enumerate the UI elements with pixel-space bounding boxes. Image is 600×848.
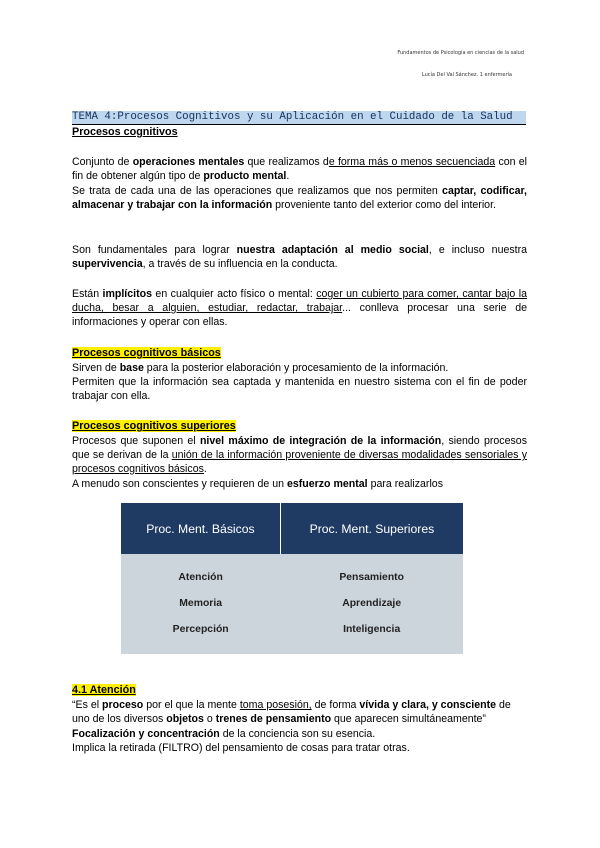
paragraph-base: Sirven de base para la posterior elaboración y procesamiento de la información.	[72, 362, 449, 374]
header-author: Lucía Del Val Sánchez. 1 enfermería	[421, 72, 512, 78]
heading-procesos-cognitivos: Procesos cognitivos	[72, 126, 178, 138]
table-col-superiores	[280, 554, 463, 654]
table-cell: Memoria	[179, 598, 223, 609]
header-course: Fundamentos de Psicología en ciencias de la salud	[397, 50, 524, 56]
paragraph-conjunto: Conjunto de operaciones mentales que realizamos de forma más o menos secuenciada con el fin de obtener algún tipo de producto mental.	[72, 156, 528, 182]
paragraph-operaciones: Se trata de cada una de las operaciones que realizamos que nos permiten captar, codificar, almacenar y trabajar con la información proveniente tanto del exterior como del interior.	[72, 185, 527, 211]
page-title: TEMA 4:Procesos Cognitivos y su Aplicación en el Cuidado de la Salud	[72, 111, 526, 125]
table-cell: Inteligencia	[343, 624, 401, 635]
table-header-superiores: Proc. Ment. Superiores	[280, 503, 463, 554]
paragraph-implicitos: Están implícitos en cualquier acto físico o mental: coger un cubierto para comer, cantar bajo la ducha, besar a alguien, estudiar, redactar, trabajar... conlleva procesar una serie de informaciones y operar con ellas.	[72, 288, 527, 328]
table-header-basicos: Proc. Ment. Básicos	[121, 503, 280, 554]
paragraph-permiten: Permiten que la información sea captada y mantenida en nuestro sistema con el fin de poder trabajar con ella.	[72, 376, 527, 402]
heading-procesos-basicos: Procesos cognitivos básicos	[72, 347, 221, 359]
paragraph-filtro: Implica la retirada (FILTRO) del pensamiento de cosas para tratar otras.	[72, 742, 410, 754]
paragraph-definicion-atencion: “Es el proceso por el que la mente toma posesión, de forma vívida y clara, y consciente de uno de los diversos objetos o trenes de pensamiento que aparecen simultáneamente”	[72, 699, 511, 725]
paragraph-fundamentales: Son fundamentales para lograr nuestra adaptación al medio social, e incluso nuestra supervivencia, a través de su influencia en la conducta.	[72, 244, 528, 270]
paragraph-esfuerzo: A menudo son conscientes y requieren de un esfuerzo mental para realizarlos	[72, 478, 443, 490]
paragraph-focalizacion: Focalización y concentración de la conciencia son su esencia.	[72, 728, 376, 740]
table-col-basicos	[121, 554, 280, 654]
table-cell: Atención	[178, 572, 223, 583]
heading-procesos-superiores: Procesos cognitivos superiores	[72, 420, 236, 432]
table-cell: Pensamiento	[339, 572, 404, 583]
paragraph-suponen: Procesos que suponen el nivel máximo de integración de la información, siendo procesos que se derivan de la unión de la información proveniente de diversas modalidades sensoriales y procesos cognitivos básicos.	[72, 435, 527, 475]
heading-atencion: 4.1 Atención	[72, 684, 136, 696]
processes-table	[121, 503, 463, 654]
table-cell: Percepción	[172, 624, 229, 635]
table-cell: Aprendizaje	[342, 598, 402, 609]
